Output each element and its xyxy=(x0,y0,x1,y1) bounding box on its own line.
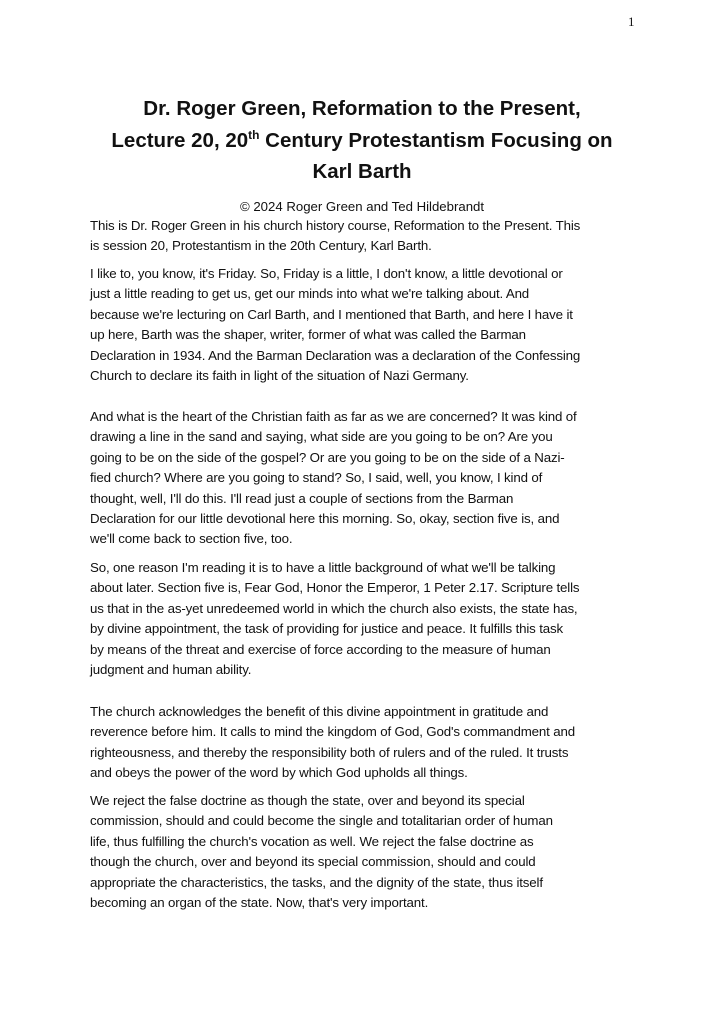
title-line-2 xyxy=(0,125,724,157)
paragraph-line: The church acknowledges the benefit of this divine appointment in gratitude and xyxy=(90,704,549,719)
title-line-3: Karl Barth xyxy=(312,160,412,183)
copyright-line: © 2024 Roger Green and Ted Hildebrandt xyxy=(239,199,485,214)
paragraph-line: Church to declare its faith in light of the situation of Nazi Germany. xyxy=(90,368,469,384)
title-line-2-text: Lecture 20, 20 xyxy=(111,128,249,152)
paragraph-line: because we're lecturing on Carl Barth, and I mentioned that Barth, and here I have it xyxy=(90,306,573,322)
paragraph-line: we'll come back to section five, too. xyxy=(90,531,293,547)
paragraph-line: Declaration for our little devotional here this morning. So, okay, section five is, and xyxy=(90,511,560,527)
title-line-1: Dr. Roger Green, Reformation to the Present, xyxy=(143,97,581,120)
paragraph-line: and obeys the power of the word by which God upholds all things. xyxy=(90,765,468,781)
paragraph xyxy=(90,407,650,550)
paragraph-line: And what is the heart of the Christian faith as far as we are concerned? It was kind of xyxy=(90,409,577,424)
paragraph-line: becoming an organ of the state. Now, that's very important. xyxy=(90,895,429,911)
paragraph-line: us that in the as-yet unredeemed world in which the church also exists, the state has, xyxy=(90,600,578,616)
paragraph-line: We reject the false doctrine as though the state, over and beyond its special xyxy=(90,793,525,808)
paragraph xyxy=(90,791,650,913)
paragraph-line: appropriate the characteristics, the tasks, and the dignity of the state, thus itself xyxy=(90,874,543,890)
title-line-2-text-end: Century Protestantism Focusing on xyxy=(259,128,613,152)
paragraph xyxy=(90,558,650,680)
paragraph-line: just a little reading to get us, get our minds into what we're talking about. And xyxy=(90,286,530,302)
paragraph-line: righteousness, and thereby the responsibility both of rulers and of the ruled. It trusts xyxy=(90,744,569,760)
paragraph-line: thought, well, I'll do this. I'll read just a couple of sections from the Barman xyxy=(90,490,514,506)
paragraph-line: Declaration in 1934. And the Barman Declaration was a declaration of the Confessing xyxy=(90,347,581,363)
paragraph-line: going to be on the side of the gospel? Or are you going to be on the side of a Nazi- xyxy=(90,449,565,465)
paragraph-line: up here, Barth was the shaper, writer, former of what was called the Barman xyxy=(90,327,526,343)
paragraph xyxy=(90,264,650,386)
paragraph-line: commission, should and could become the single and totalitarian order of human xyxy=(90,813,553,829)
paragraph-line: by divine appointment, the task of providing for justice and peace. It fulfills this task xyxy=(90,621,563,637)
paragraph-line: drawing a line in the sand and saying, what side are you going to be on? Are you xyxy=(90,429,553,445)
paragraph-line: about later. Section five is, Fear God, Honor the Emperor, 1 Peter 2.17. Scripture tells xyxy=(90,580,580,596)
paragraph-line: by means of the threat and exercise of force according to the measure of human xyxy=(90,641,551,657)
paragraph-line: reverence before him. It calls to mind the kingdom of God, God's commandment and xyxy=(90,724,575,740)
document-title xyxy=(0,93,724,188)
paragraph xyxy=(90,702,650,784)
paragraph-line: This is Dr. Roger Green in his church history course, Reformation to the Present. This xyxy=(90,218,581,233)
paragraph xyxy=(90,216,650,257)
paragraph-line: So, one reason I'm reading it is to have a little background of what we'll be talking xyxy=(90,560,556,575)
paragraph-line: though the church, over and beyond its special commission, should and could xyxy=(90,854,536,870)
title-superscript: th xyxy=(248,127,260,142)
paragraph-line: fied church? Where are you going to stand? So, I said, well, you know, I kind of xyxy=(90,470,543,486)
paragraph-line: is session 20, Protestantism in the 20th Century, Karl Barth. xyxy=(90,238,432,254)
paragraph-line: judgment and human ability. xyxy=(90,662,252,678)
paragraph-line: life, thus fulfilling the church's vocation as well. We reject the false doctrine as xyxy=(90,833,534,849)
page-number: 1 xyxy=(628,14,635,29)
paragraph-line: I like to, you know, it's Friday. So, Friday is a little, I don't know, a little devotional or xyxy=(90,266,563,281)
